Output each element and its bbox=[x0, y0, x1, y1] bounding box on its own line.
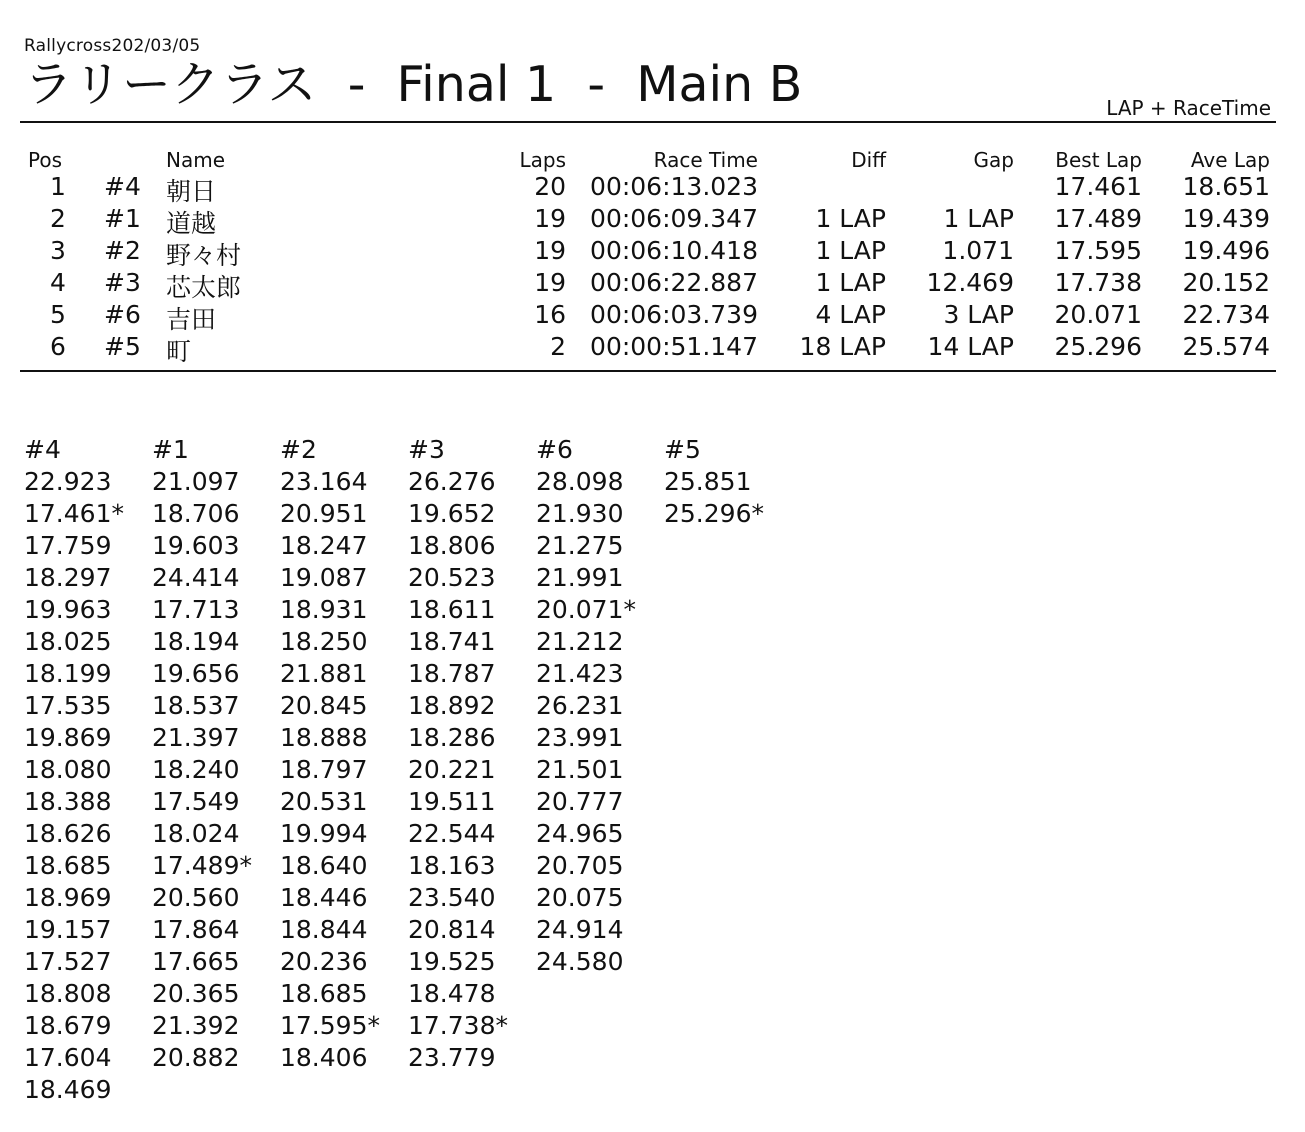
result-gap: 1 LAP bbox=[943, 204, 1014, 233]
result-best-lap: 17.489 bbox=[1054, 204, 1142, 233]
column-header-best-lap: Best Lap bbox=[1055, 148, 1142, 172]
lap-time: 19.963 bbox=[24, 595, 112, 624]
lap-time: 18.640 bbox=[280, 851, 368, 880]
title-class: ラリークラス bbox=[24, 56, 317, 113]
lap-time: 20.777 bbox=[536, 787, 624, 816]
lap-time: 18.388 bbox=[24, 787, 112, 816]
result-best-lap: 20.071 bbox=[1054, 300, 1142, 329]
lap-time: 18.537 bbox=[152, 691, 240, 720]
column-header-race-time: Race Time bbox=[653, 148, 758, 172]
result-race-time: 00:06:10.418 bbox=[590, 236, 758, 265]
lap-time: 20.560 bbox=[152, 883, 240, 912]
lap-time: 20.071* bbox=[536, 595, 636, 624]
lap-time: 18.787 bbox=[408, 659, 496, 688]
lap-time: 22.544 bbox=[408, 819, 496, 848]
lap-time: 18.706 bbox=[152, 499, 240, 528]
result-name: 野々村 bbox=[166, 241, 242, 270]
lap-time: 21.881 bbox=[280, 659, 368, 688]
lap-time: 25.296* bbox=[664, 499, 764, 528]
result-diff: 4 LAP bbox=[815, 300, 886, 329]
lap-time: 18.741 bbox=[408, 627, 496, 656]
lap-time: 23.991 bbox=[536, 723, 624, 752]
result-num: #1 bbox=[104, 204, 141, 233]
lap-time: 18.446 bbox=[280, 883, 368, 912]
result-diff: 1 LAP bbox=[815, 204, 886, 233]
column-header-pos: Pos bbox=[28, 148, 63, 172]
lap-time: 17.489* bbox=[152, 851, 252, 880]
result-laps: 16 bbox=[534, 300, 566, 329]
lap-time: 23.164 bbox=[280, 467, 368, 496]
column-header-name: Name bbox=[166, 148, 226, 172]
lap-time: 26.276 bbox=[408, 467, 496, 496]
lap-time: 19.157 bbox=[24, 915, 112, 944]
lap-time: 17.713 bbox=[152, 595, 240, 624]
lap-time: 20.075 bbox=[536, 883, 624, 912]
bottom-divider bbox=[20, 370, 1276, 372]
column-header-diff: Diff bbox=[851, 148, 886, 172]
result-name: 吉田 bbox=[166, 305, 217, 334]
lap-time: 25.851 bbox=[664, 467, 752, 496]
lap-time: 19.994 bbox=[280, 819, 368, 848]
lap-time: 20.236 bbox=[280, 947, 368, 976]
lap-time: 17.535 bbox=[24, 691, 112, 720]
result-best-lap: 17.595 bbox=[1054, 236, 1142, 265]
result-diff: 1 LAP bbox=[815, 236, 886, 265]
result-race-time: 00:06:13.023 bbox=[590, 172, 758, 201]
lap-column bbox=[664, 434, 764, 530]
result-name: 朝日 bbox=[166, 177, 217, 206]
result-best-lap: 17.738 bbox=[1054, 268, 1142, 297]
result-name: 町 bbox=[166, 337, 192, 366]
lap-time: 21.275 bbox=[536, 531, 624, 560]
result-pos: 4 bbox=[50, 268, 66, 297]
lap-time: 18.199 bbox=[24, 659, 112, 688]
top-divider bbox=[20, 121, 1276, 123]
lap-time: 17.461* bbox=[24, 499, 124, 528]
lap-column-car: #6 bbox=[536, 435, 573, 464]
lap-column bbox=[408, 434, 508, 1074]
lap-time: 20.705 bbox=[536, 851, 624, 880]
lap-time: 21.991 bbox=[536, 563, 624, 592]
lap-time: 26.231 bbox=[536, 691, 624, 720]
lap-column bbox=[24, 434, 124, 1106]
column-header-laps: Laps bbox=[519, 148, 566, 172]
lap-time: 18.247 bbox=[280, 531, 368, 560]
lap-time: 17.864 bbox=[152, 915, 240, 944]
lap-time: 18.240 bbox=[152, 755, 240, 784]
lap-time: 17.759 bbox=[24, 531, 112, 560]
lap-time: 20.845 bbox=[280, 691, 368, 720]
lap-time: 18.685 bbox=[280, 979, 368, 1008]
lap-time: 24.965 bbox=[536, 819, 624, 848]
result-gap: 12.469 bbox=[926, 268, 1014, 297]
lap-time: 19.087 bbox=[280, 563, 368, 592]
lap-time: 19.603 bbox=[152, 531, 240, 560]
result-num: #3 bbox=[104, 268, 141, 297]
result-race-time: 00:06:09.347 bbox=[590, 204, 758, 233]
result-name: 道越 bbox=[166, 209, 217, 238]
lap-time: 18.808 bbox=[24, 979, 112, 1008]
result-laps: 19 bbox=[534, 204, 566, 233]
event-name: Rallycross202/03/05 bbox=[24, 36, 201, 56]
title-separator: - bbox=[587, 56, 606, 113]
column-header-ave-lap: Ave Lap bbox=[1190, 148, 1270, 172]
result-ave-lap: 19.439 bbox=[1182, 204, 1270, 233]
lap-column-car: #4 bbox=[24, 435, 61, 464]
result-laps: 19 bbox=[534, 236, 566, 265]
result-ave-lap: 20.152 bbox=[1182, 268, 1270, 297]
lap-time: 18.406 bbox=[280, 1043, 368, 1072]
lap-time: 18.931 bbox=[280, 595, 368, 624]
result-pos: 5 bbox=[50, 300, 66, 329]
lap-time: 18.797 bbox=[280, 755, 368, 784]
lap-time: 24.914 bbox=[536, 915, 624, 944]
lap-time: 21.423 bbox=[536, 659, 624, 688]
lap-time: 19.525 bbox=[408, 947, 496, 976]
result-best-lap: 17.461 bbox=[1054, 172, 1142, 201]
lap-time: 18.611 bbox=[408, 595, 496, 624]
lap-time: 18.024 bbox=[152, 819, 240, 848]
lap-time: 20.951 bbox=[280, 499, 368, 528]
lap-time: 20.814 bbox=[408, 915, 496, 944]
lap-column bbox=[536, 434, 636, 978]
lap-time: 22.923 bbox=[24, 467, 112, 496]
result-diff: 1 LAP bbox=[815, 268, 886, 297]
result-num: #2 bbox=[104, 236, 141, 265]
lap-time: 17.527 bbox=[24, 947, 112, 976]
lap-time: 17.595* bbox=[280, 1011, 380, 1040]
result-ave-lap: 18.651 bbox=[1182, 172, 1270, 201]
result-num: #4 bbox=[104, 172, 141, 201]
title-main: Main B bbox=[636, 56, 803, 113]
lap-time: 17.665 bbox=[152, 947, 240, 976]
lap-time: 23.540 bbox=[408, 883, 496, 912]
result-race-time: 00:06:22.887 bbox=[590, 268, 758, 297]
result-ave-lap: 25.574 bbox=[1182, 332, 1270, 361]
result-ave-lap: 22.734 bbox=[1182, 300, 1270, 329]
lap-time: 20.882 bbox=[152, 1043, 240, 1072]
result-pos: 1 bbox=[50, 172, 66, 201]
result-pos: 6 bbox=[50, 332, 66, 361]
lap-time: 18.025 bbox=[24, 627, 112, 656]
lap-time: 21.930 bbox=[536, 499, 624, 528]
lap-time: 20.365 bbox=[152, 979, 240, 1008]
lap-time: 17.738* bbox=[408, 1011, 508, 1040]
lap-time: 21.397 bbox=[152, 723, 240, 752]
lap-column-car: #1 bbox=[152, 435, 189, 464]
result-diff: 18 LAP bbox=[799, 332, 886, 361]
result-pos: 2 bbox=[50, 204, 66, 233]
lap-time: 24.580 bbox=[536, 947, 624, 976]
lap-time: 21.501 bbox=[536, 755, 624, 784]
result-race-time: 00:00:51.147 bbox=[590, 332, 758, 361]
result-laps: 19 bbox=[534, 268, 566, 297]
lap-time: 18.194 bbox=[152, 627, 240, 656]
lap-column-car: #2 bbox=[280, 435, 317, 464]
lap-time: 18.250 bbox=[280, 627, 368, 656]
result-laps: 20 bbox=[534, 172, 566, 201]
lap-time: 18.892 bbox=[408, 691, 496, 720]
lap-time: 23.779 bbox=[408, 1043, 496, 1072]
lap-time: 19.656 bbox=[152, 659, 240, 688]
lap-column-car: #5 bbox=[664, 435, 701, 464]
title-final: Final 1 bbox=[396, 56, 557, 113]
lap-time: 19.652 bbox=[408, 499, 496, 528]
result-laps: 2 bbox=[550, 332, 566, 361]
result-ave-lap: 19.496 bbox=[1182, 236, 1270, 265]
lap-time: 18.163 bbox=[408, 851, 496, 880]
lap-time: 17.549 bbox=[152, 787, 240, 816]
lap-time: 19.869 bbox=[24, 723, 112, 752]
title-separator: - bbox=[347, 56, 366, 113]
lap-time: 17.604 bbox=[24, 1043, 112, 1072]
lap-time: 18.685 bbox=[24, 851, 112, 880]
lap-column-car: #3 bbox=[408, 435, 445, 464]
lap-time: 18.469 bbox=[24, 1075, 112, 1104]
lap-time: 18.806 bbox=[408, 531, 496, 560]
lap-time: 20.523 bbox=[408, 563, 496, 592]
lap-time: 18.080 bbox=[24, 755, 112, 784]
lap-time: 18.969 bbox=[24, 883, 112, 912]
lap-time: 20.531 bbox=[280, 787, 368, 816]
lap-time: 18.297 bbox=[24, 563, 112, 592]
lap-time: 24.414 bbox=[152, 563, 240, 592]
lap-time: 18.888 bbox=[280, 723, 368, 752]
result-num: #5 bbox=[104, 332, 141, 361]
lap-time: 20.221 bbox=[408, 755, 496, 784]
lap-time: 28.098 bbox=[536, 467, 624, 496]
lap-time: 21.392 bbox=[152, 1011, 240, 1040]
lap-time: 21.097 bbox=[152, 467, 240, 496]
lap-time: 18.286 bbox=[408, 723, 496, 752]
result-gap: 14 LAP bbox=[927, 332, 1014, 361]
result-best-lap: 25.296 bbox=[1054, 332, 1142, 361]
lap-column bbox=[280, 434, 380, 1074]
lap-time: 18.626 bbox=[24, 819, 112, 848]
result-gap: 3 LAP bbox=[943, 300, 1014, 329]
result-name: 芯太郎 bbox=[166, 273, 242, 302]
result-gap: 1.071 bbox=[942, 236, 1014, 265]
lap-time: 19.511 bbox=[408, 787, 496, 816]
lap-time: 18.679 bbox=[24, 1011, 112, 1040]
result-num: #6 bbox=[104, 300, 141, 329]
lap-time: 18.844 bbox=[280, 915, 368, 944]
page-title bbox=[24, 58, 802, 112]
column-header-gap: Gap bbox=[973, 148, 1014, 172]
lap-column bbox=[152, 434, 252, 1074]
result-pos: 3 bbox=[50, 236, 66, 265]
timing-mode: LAP + RaceTime bbox=[1106, 96, 1271, 120]
result-race-time: 00:06:03.739 bbox=[590, 300, 758, 329]
lap-time: 21.212 bbox=[536, 627, 624, 656]
lap-time: 18.478 bbox=[408, 979, 496, 1008]
